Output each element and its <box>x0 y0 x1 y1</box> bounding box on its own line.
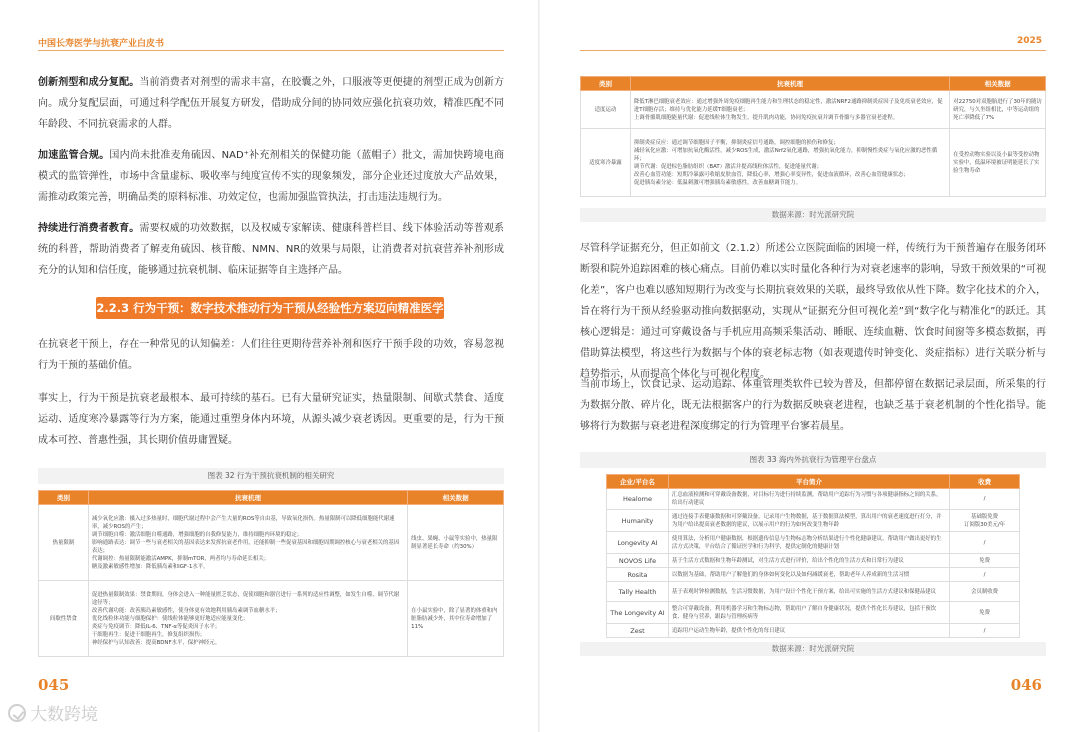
page-number: 045 <box>38 676 70 694</box>
paragraph-digital: 尽管科学证据充分，但正如前文（2.1.2）所述公立医院面临的困境一样，传统行为干预普遍存在服务闭环断裂和院外追踪困难的核心痛点。目前仍难以实时量化各种行为对衰老速率的影响，导致干预效果的“可视化差”，客户也难以感知短期行为改变与长期抗衰效果的关联，最终导致依从性下降。数字化技术的介入，旨在将行为干预从经验驱动推向数据驱动，实现从“证据充分但可视化差”到“数字化与精准化”的跃迁。其核心逻辑是：通过可穿戴设备与手机应用高频采集活动、睡眠、连续血糖、饮食时间窗等多模态数据，再借助算法模型，将这些行为数据与个体的衰老标志物（如表观遗传时钟变化、炎症指标）进行关联分析与趋势指示，从而提高个体化与可视化程度。 <box>580 243 1046 380</box>
table-cell-data: 在受控动物实验以及小鼠等受控动物实验中，低温环境被证明能延长了实验生物寿命 <box>950 129 1046 197</box>
platform-name: Healome <box>607 489 669 510</box>
watermark-logo <box>8 700 98 725</box>
table-header: 抗衰机理 <box>630 77 949 91</box>
paragraph-lead: 创新剂型和成分复配。 <box>38 77 140 88</box>
platform-fee: 基础版免费 订阅版30美元/年 <box>950 510 1020 532</box>
table-header: 相关数据 <box>950 77 1046 91</box>
table-cell-data: 在小鼠实验中，除了显著的体重和内脏脂肪减少外，其中位寿命增加了11% <box>408 581 504 657</box>
platform-fee: / <box>950 568 1020 582</box>
table-row <box>607 489 1020 510</box>
platform-intro: 以数据为基础，帮助用户了解他们的身体如何变化以及如何减缓衰老，帮助老年人养成新的生活习惯 <box>668 568 949 582</box>
platform-name: The Longevity AI <box>607 602 669 624</box>
platform-fee: 免费 <box>950 602 1020 624</box>
platform-intro: 整合可穿戴设备，利用机器学习和生物标志物，帮助用户了解自身健康状况，提供个性化长寿建议，包括干预饮食、健身与营养，跟踪与管理疾病等 <box>668 602 949 624</box>
table-cell-category: 适度寒冷暴露 <box>581 129 631 197</box>
table-row <box>581 91 1046 129</box>
paragraph-formulation <box>38 72 504 135</box>
table-source: 数据来源：时光派研究院 <box>580 208 1046 222</box>
page-number: 046 <box>1010 676 1042 694</box>
header-title: 中国长寿医学与抗衰产业白皮书 <box>38 39 165 49</box>
table-header: 企业/平台名 <box>607 475 669 489</box>
table-cell-mechanism: 减少氧化应激：摄入过多热量时，细胞代谢过程中会产生大量的ROS等自由基，导致氧化损伤。热量限制可以降低细胞能代谢速率，减少ROS的产生； 调节细胞自噬：激活细胞自噬通路，增强细胞的自我修复能力，维持细胞内环境的稳定； 影响通路表达：调节一些与衰老相关的基因表达来发挥抗衰老作用，还能抑制一些促衰基因和细胞周期调控核心与衰老相关的基因表达； 代谢调控：热量限制能激活AMPK，抑制mTOR，两者均与寿命延长相关； 糖及激素敏感性增加：降低胰岛素和IGF-1水平。 <box>88 505 407 581</box>
paragraph-lead: 加速监管合规。 <box>38 150 110 161</box>
platform-fee: 免费 <box>950 554 1020 568</box>
figure-title: 图表 32 行为干预抗衰机制的相关研究 <box>38 468 504 484</box>
table-cell-mechanism: 降低T淋巴细胞衰老效应：通过增强外周免疫细胞再生能力和生理状态的稳定性，激活NRF2通路抑制炎症因子及免疫衰老效应，促进T细胞存活；维持与优化能力延缓T细胞衰老； 上调骨骼肌细胞能量代谢：促进线粒体生物发生，提升肌肉功能，协同免疫抗衰并调节骨骼与多器官衰老进程。 <box>630 91 949 129</box>
platform-fee: 会员制收费 <box>950 582 1020 602</box>
platform-fee: / <box>950 624 1020 638</box>
header-divider <box>580 50 1046 51</box>
paragraph-body: 需要权威的功效数据，以及权威专家解读、健康科普栏目、线下体验活动等普观系统的科普，帮助消费者了解麦角硫因、核苷酸、NMN、NR的效果与局限，让消费者对抗衰营养补剂形成充分的认知和信任度，能够通过抗衰机制、临床证据等自主选择产品。 <box>38 223 505 276</box>
table-cell-data: 对22750对双胞胎进行了30年的随访研究，与久坐组相比，中等运动组的死亡率降低了7% <box>950 91 1046 129</box>
watermark-icon <box>8 704 26 722</box>
table-header: 收费 <box>950 475 1020 489</box>
platform-intro: 使用算法，分析用户健康数据，根据遗传信息与生物标志物分析结果进行个性化健康建议，帮助用户做出更好的生活方式决策，平台结合了循证医学和行为科学，提供定制化的健康计划 <box>668 532 949 554</box>
table-cell-category: 热量限制 <box>39 505 89 581</box>
watermark-text: 大数跨境 <box>30 705 98 725</box>
mechanism-table-right <box>580 76 1046 197</box>
table-cell-category: 适度运动 <box>581 91 631 129</box>
table-row <box>607 510 1020 532</box>
platform-intro: 基于表观时钟检测数据，生活习惯数据，为用户设计个性化干预方案，给出可实施的生活方式建议和保健品建议 <box>668 582 949 602</box>
paragraph-foundation: 事实上，行为干预是抗衰老最根本、最可持续的基石。已有大量研究证实，热量限制、间歇式禁食、适度运动、适度寒冷暴露等行为方案，能通过重塑身体内环境，从源头减少衰老诱因。更重要的是，行为干预成本可控、普惠性强，其长期价值毋庸置疑。 <box>38 393 504 446</box>
header-divider <box>38 50 504 51</box>
table-cell-category: 间歇性禁食 <box>39 581 89 657</box>
table-row <box>607 554 1020 568</box>
platform-name: Tally Health <box>607 582 669 602</box>
table-cell-data: 线虫、果蝇、小鼠等实验中，热量限制显著延长寿命（约30%） <box>408 505 504 581</box>
platform-name: Rosita <box>607 568 669 582</box>
paragraph-body: 国内尚未批准麦角硫因、NAD⁺补充剂相关的保健功能（蓝帽子）批文，需加快跨境电商模式的监管弹性，市场中含量虚标、吸收率与纯度宣传不实的现象频发，部分企业还过度放大产品效果，需推动政策完善，明确品类的原料标准、功效定位，也需加强监管执法，打击违法违规行为。 <box>38 150 504 203</box>
table-cell-mechanism: 促进热量限制效果：禁食期间，身体会进入一种能量匮乏状态，促使细胞和器官进行一系列的适应性调整，如发生自噬、调节代谢途径等； 改善代谢功能：改善胰岛素敏感性，使身体更有效地利用胰岛素调节血糖水平； 优化线粒体功能与细胞保护：使线粒体能够更好地适应能量变化； 炎症与免疫调节：降低IL-6、TNF-α等促炎因子水平； 干细胞再生：促进干细胞再生，修复组织损伤； 神经保护与认知改善：提高BDNF水平，保护神经元。 <box>88 581 407 657</box>
table-header: 抗衰机理 <box>88 491 407 505</box>
platform-table <box>606 474 1020 638</box>
right-page <box>540 0 1080 732</box>
paragraph-lead: 持续进行消费者教育。 <box>38 223 140 234</box>
platform-intro: 通过连接手表健康数据和可穿戴设备，记录用户生物数据，基于数据算法模型，算出用户的衰老速度进行打分，并为用户给出提高衰老数据的建议，以展示用户的行为如何改变生物年龄 <box>668 510 949 532</box>
platform-name: Humanity <box>607 510 669 532</box>
platform-fee: / <box>950 489 1020 510</box>
table-header: 类别 <box>581 77 631 91</box>
table-row <box>607 582 1020 602</box>
table-row <box>39 581 504 657</box>
section-title: 2.2.3 行为干预：数字技术推动行为干预从经验性方案迈向精准医学 <box>96 297 444 319</box>
platform-name: Longevity AI <box>607 532 669 554</box>
table-row <box>581 129 1046 197</box>
table-row <box>607 532 1020 554</box>
mechanism-table-left <box>38 490 504 657</box>
platform-name: Zest <box>607 624 669 638</box>
figure-title: 图表 33 海内外抗衰行为管理平台盘点 <box>580 452 1046 468</box>
paragraph-bias: 在抗衰老干预上，存在一种常见的认知偏差：人们往往更期待营养补剂和医疗干预手段的功效，容易忽视行为干预的基础价值。 <box>38 339 504 371</box>
table-row <box>39 505 504 581</box>
paragraph-regulation <box>38 145 504 208</box>
platform-intro: 汇总血液检测和可穿戴设备数据，对目标行为进行持续监测，帮助用户追踪行为习惯与各项健康指标之间的关系，给出行动建议 <box>668 489 949 510</box>
table-row <box>607 602 1020 624</box>
table-header: 平台简介 <box>668 475 949 489</box>
table-header: 相关数据 <box>408 491 504 505</box>
paragraph-market: 当前市场上，饮食记录、运动追踪、体重管理类软件已较为普及，但都停留在数据记录层面，所采集的行为数据分散、碎片化，既无法根据客户的行为数据反映衰老进程，也缺乏基于衰老机制的个性化指导。能够将行为数据与衰老进程深度绑定的行为管理平台寥若晨星。 <box>580 379 1046 432</box>
platform-source: 数据来源：时光派研究院 <box>580 642 1046 656</box>
platform-intro: 基于生活方式数据和生物年龄测试，对生活方式进行评价，给出个性化的生活方式和日常行为建议 <box>668 554 949 568</box>
paragraph-body: 当前消费者对剂型的需求丰富，在胶囊之外，口服液等更便捷的剂型正成为创新方向。成分复配层面，可通过科学配伍开展复方研发，借助成分间的协同效应强化抗衰功效，精准匹配不同年龄段、不同抗衰需求的人群。 <box>38 77 505 130</box>
table-row <box>607 568 1020 582</box>
table-row <box>607 624 1020 638</box>
platform-fee: / <box>950 532 1020 554</box>
table-header: 类别 <box>39 491 89 505</box>
header-year: 2025 <box>1016 36 1042 46</box>
platform-intro: 追踪用户运动生物年龄，提供个性化的每日建议 <box>668 624 949 638</box>
platform-name: NOVOS Life <box>607 554 669 568</box>
paragraph-education <box>38 218 504 281</box>
table-cell-mechanism: 抑制炎症反应：通过调节细胞因子平衡，抑制炎症信号通路，调控细胞的损伤和修复； 减轻氧化应激：可增加抗氧化酶活性，减少ROS生成，激活Nrf2氧化通路，增强抗氧化能力，抑制慢性炎症与氧化应激的恶性循环； 调节代谢：促进棕色脂肪组织（BAT）激活并提高线粒体活性，促进能量代谢； 改善心血管功能：短期冷暴露可收缩皮肤血管，降低心率，增强心率变异性，促进血液循环，改善心血管健康状态； 促进胰岛素分泌：低温刺激可增强胰岛素敏感性，改善血糖调节能力。 <box>630 129 949 197</box>
